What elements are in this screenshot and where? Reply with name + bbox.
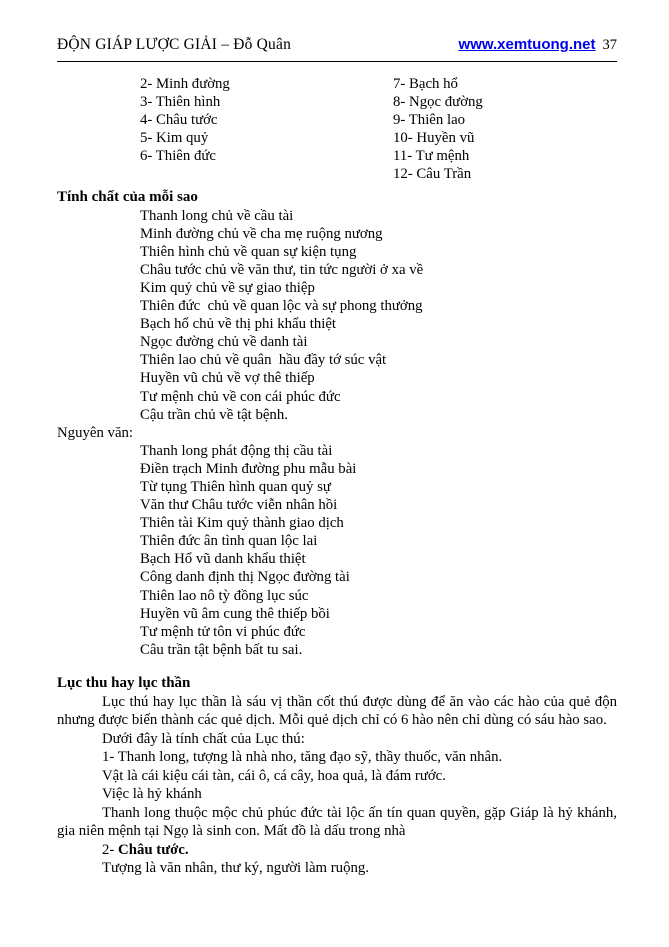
trait-line: Ngọc đường chủ về danh tài (140, 334, 308, 351)
trait-line: Thanh long chủ về cầu tài (140, 207, 294, 224)
verse-line: Bạch Hổ vũ danh khẩu thiệt (140, 551, 306, 568)
traits-heading: Tính chất của mỗi sao (57, 188, 198, 205)
verse-line: Thiên tài Kim quỷ thành giao dịch (140, 515, 344, 532)
luc-than-tuong-line: Tượng là văn nhân, thư ký, người làm ruộng. (102, 860, 369, 877)
star-list-item: 6- Thiên đức (140, 148, 216, 165)
verse-line: Câu trần tật bệnh bất tu sai. (140, 641, 303, 658)
trait-line: Minh đường chủ về cha mẹ ruộng nương (140, 225, 383, 242)
item2-number: 2- (102, 841, 119, 858)
verse-line: Công danh định thị Ngọc đường tài (140, 569, 350, 586)
luc-than-viec-line: Việc là hỷ khánh (102, 786, 202, 803)
luc-than-section (57, 673, 617, 878)
website-link[interactable]: www.xemtuong.net (458, 36, 596, 53)
luc-than-subintro: Dưới đây là tính chất của Lục thú: (102, 730, 305, 747)
star-list-item: 4- Châu tước (140, 112, 218, 129)
item2-name: Châu tước. (118, 841, 189, 858)
trait-line: Châu tước chủ về văn thư, tin tức người ở xa về (140, 261, 424, 278)
star-list-item: 2- Minh đường (140, 76, 230, 92)
luc-than-vat-line: Vật là cái kiệu cái tàn, cái ô, cá cây, hoa quả, là đám rước. (102, 767, 446, 784)
trait-line: Thiên lao chủ về quân hầu đầy tớ súc vật (140, 352, 387, 369)
star-list-item: 12- Câu Trần (393, 166, 472, 183)
star-list-item: 3- Thiên hình (140, 94, 221, 111)
trait-line: Bạch hổ chủ về thị phi khẩu thiệt (140, 316, 337, 333)
verse-line: Thiên lao nô tỳ đồng lục súc (140, 587, 309, 604)
verse-line: Thiên đức ân tình quan lộc lai (140, 533, 318, 550)
traits-list (140, 207, 617, 424)
nguyen-van-verse (140, 442, 617, 659)
star-list-item: 7- Bạch hổ (393, 76, 458, 92)
verse-line: Văn thư Châu tước viễn nhân hồi (140, 497, 338, 514)
trait-line: Thiên đức chủ về quan lộc và sự phong thưởng (140, 298, 423, 315)
verse-line: Điền trạch Minh đường phu mẫu bài (140, 460, 357, 477)
verse-line: Từ tụng Thiên hình quan quỷ sự (140, 478, 331, 495)
page-header (57, 36, 617, 54)
luc-than-intro: Lục thú hay lục thần là sáu vị thần cốt thú được dùng để ăn vào các hào của quẻ độn nhưng được biến thành các quẻ dịch. Mỗi quẻ dịch chỉ có 6 hào nên chỉ dùng có sáu hào sao. (57, 693, 617, 729)
trait-line: Thiên hình chủ về quan sự kiện tụng (140, 243, 357, 260)
nguyen-van-label: Nguyên văn: (57, 424, 134, 441)
luc-than-item2 (57, 841, 617, 860)
header-right (459, 36, 617, 54)
star-list-item: 11- Tư mệnh (393, 148, 470, 165)
verse-line: Thanh long phát động thị cầu tài (140, 442, 333, 459)
trait-line: Huyền vũ chủ về vợ thê thiếp (140, 370, 315, 387)
star-list-item: 9- Thiên lao (393, 112, 466, 129)
header-divider (57, 61, 617, 62)
star-list-right-column (393, 75, 483, 184)
star-list-item: 10- Huyền vũ (393, 130, 475, 147)
verse-line: Huyền vũ âm cung thê thiếp bồi (140, 605, 330, 622)
verse-line: Tư mệnh tử tôn vi phúc đức (140, 623, 306, 640)
star-list-item: 8- Ngọc đường (393, 94, 483, 111)
luc-than-item1: 1- Thanh long, tượng là nhà nho, tăng đạo sỹ, thầy thuốc, văn nhân. (102, 749, 503, 766)
luc-than-thanh-long-para: Thanh long thuộc mộc chủ phúc đức tài lộc ấn tín quan quyền, gặp Giáp là hỷ khánh, gia niên mệnh tại Ngọ là sinh con. Mất đồ là dấu trong nhà (57, 804, 617, 840)
trait-line: Kim quỷ chủ về sự giao thiệp (140, 279, 315, 296)
star-list-item: 5- Kim quỷ (140, 130, 209, 147)
luc-than-heading: Lục thu hay lục thần (57, 674, 191, 691)
star-list (57, 75, 617, 184)
trait-line: Cậu trần chủ về tật bệnh. (140, 406, 288, 423)
page-number: 37 (602, 37, 617, 53)
document-title: ĐỘN GIÁP LƯỢC GIẢI – Đỗ Quân (57, 36, 292, 53)
trait-line: Tư mệnh chủ về con cái phúc đức (140, 388, 341, 405)
star-list-left-column (140, 75, 393, 184)
